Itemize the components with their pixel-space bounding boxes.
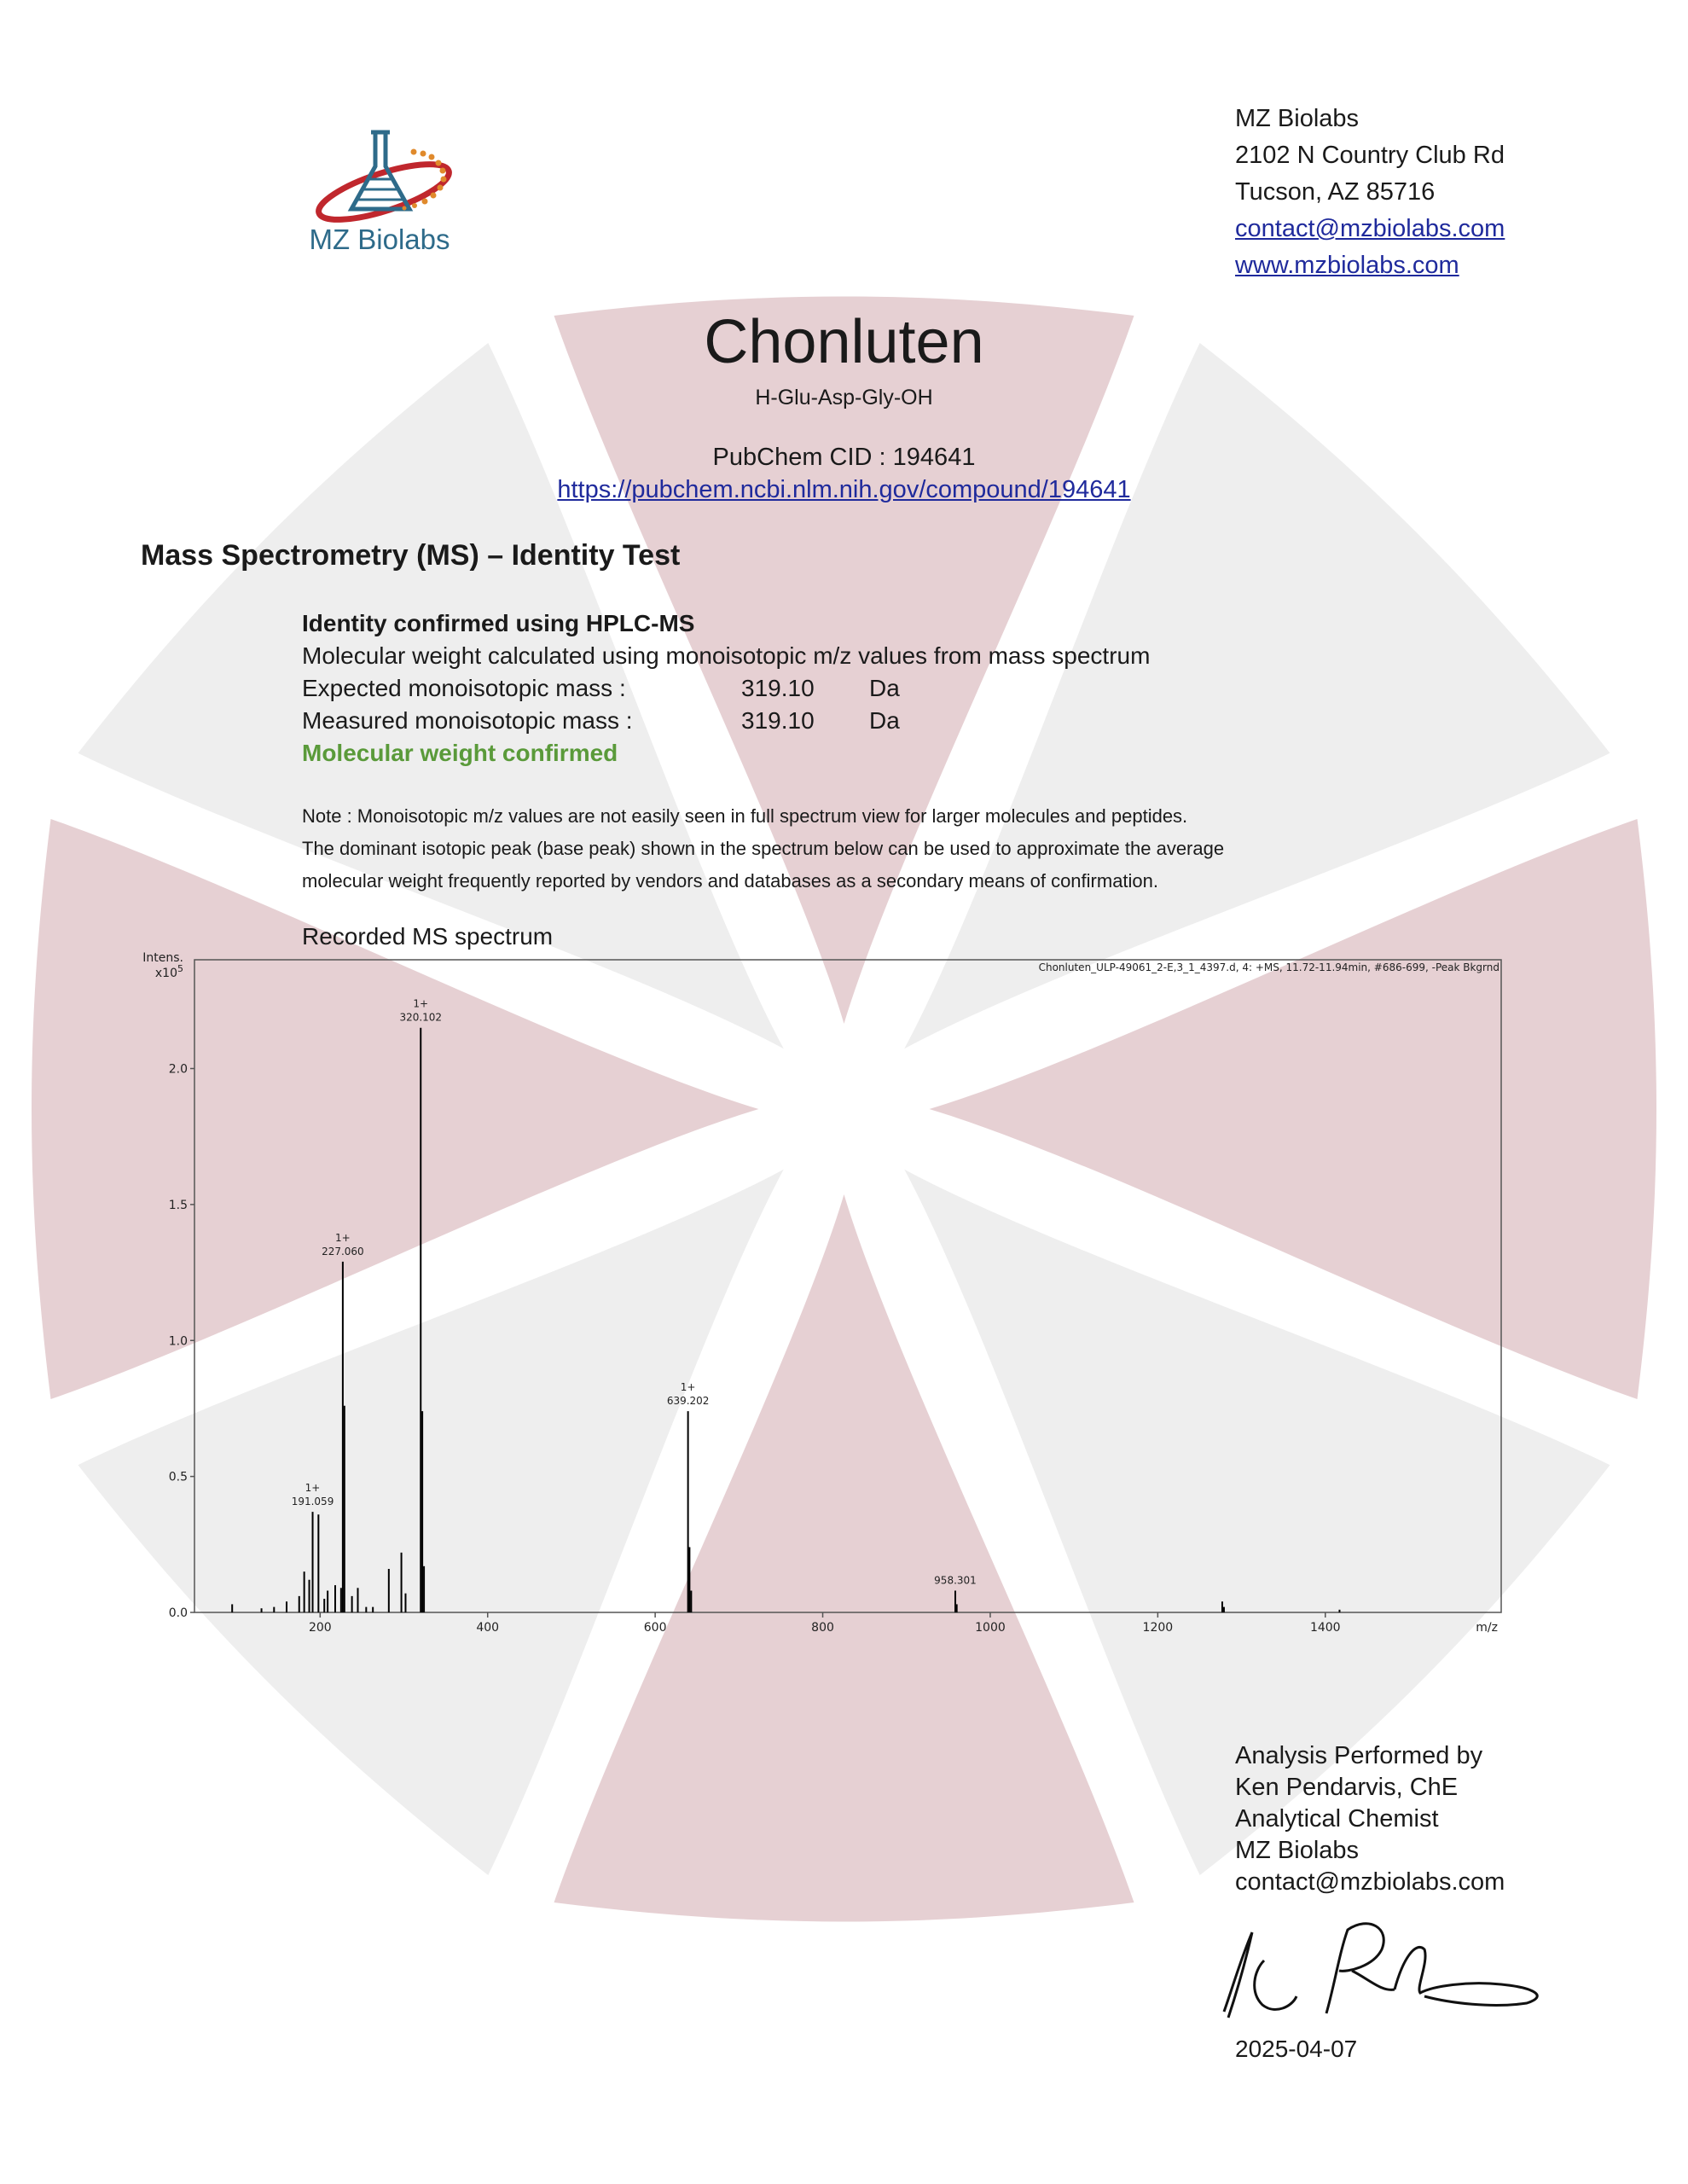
measured-mass-row bbox=[302, 705, 1150, 737]
identity-heading: Identity confirmed using HPLC-MS bbox=[302, 610, 695, 636]
x-tick-label: 200 bbox=[308, 1621, 332, 1635]
compound-name: Chonluten bbox=[704, 308, 984, 376]
chart-labels bbox=[292, 998, 977, 1587]
result-confirmed: Molecular weight confirmed bbox=[302, 740, 618, 766]
ms-spectrum-chart bbox=[136, 947, 1518, 1655]
peak-mz-label: 639.202 bbox=[666, 1395, 710, 1408]
y-tick-label: 0.5 bbox=[168, 1470, 188, 1484]
x-tick-label: 600 bbox=[643, 1621, 667, 1635]
compound-sequence: H-Glu-Asp-Gly-OH bbox=[755, 386, 933, 410]
signature bbox=[1211, 1911, 1552, 2030]
y-tick-label: 1.5 bbox=[168, 1198, 188, 1212]
x-tick-label: 1400 bbox=[1309, 1621, 1341, 1635]
peak-charge-label: 1+ bbox=[413, 997, 429, 1010]
measured-value: 319.10 bbox=[741, 707, 815, 734]
y-tick-label: 0.0 bbox=[168, 1606, 188, 1620]
spectrum-title: Recorded MS spectrum bbox=[302, 923, 554, 950]
measured-unit: Da bbox=[869, 707, 900, 734]
address-city: Tucson, AZ 85716 bbox=[1235, 178, 1436, 206]
method-text: Molecular weight calculated using monoisotopic m/z values from mass spectrum bbox=[302, 642, 1151, 669]
analyst-email: contact@mzbiolabs.com bbox=[1235, 1868, 1505, 1896]
peak-mz-label: 227.060 bbox=[322, 1245, 364, 1258]
y-axis-label: Intens. bbox=[142, 951, 183, 965]
signature-date: 2025-04-07 bbox=[1235, 2036, 1358, 2062]
y-tick-label: 2.0 bbox=[168, 1062, 188, 1077]
note-block bbox=[302, 800, 1224, 897]
peak-charge-label: 1+ bbox=[680, 1381, 696, 1394]
note-line: Note : Monoisotopic m/z values are not easily seen in full spectrum view for larger molecules and peptides. bbox=[302, 805, 1188, 827]
expected-unit: Da bbox=[869, 675, 900, 701]
expected-mass-row bbox=[302, 672, 1150, 705]
x-tick-label: 1200 bbox=[1142, 1621, 1174, 1635]
peak-mz-label: 958.301 bbox=[934, 1574, 977, 1587]
peak-mz-label: 191.059 bbox=[291, 1496, 334, 1508]
peak-charge-label: 1+ bbox=[305, 1482, 321, 1495]
analysis-block bbox=[1235, 1740, 1505, 1898]
email-link[interactable]: contact@mzbiolabs.com bbox=[1235, 215, 1505, 242]
pubchem-cid: PubChem CID : 194641 bbox=[712, 444, 976, 471]
logo-name: MZ Biolabs bbox=[309, 224, 450, 255]
peak-charge-label: 1+ bbox=[335, 1231, 351, 1244]
y-axis-scale: $x10^5$ bbox=[154, 963, 183, 980]
pubchem-link[interactable]: https://pubchem.ncbi.nlm.nih.gov/compound/194641 bbox=[557, 476, 1131, 503]
chart-header: Chonluten_ULP-49061_2-E,3_1_4397.d, 4: +MS, 11.72-11.94min, #686-699, -Peak Bkgrnd bbox=[1038, 961, 1499, 973]
x-axis-label: m/z bbox=[1476, 1621, 1498, 1635]
section-title: Mass Spectrometry (MS) – Identity Test bbox=[141, 539, 681, 572]
peak-mz-label: 320.102 bbox=[399, 1011, 443, 1024]
y-tick-label: 1.0 bbox=[168, 1334, 188, 1349]
chart-peaks bbox=[232, 1028, 1339, 1612]
website-link[interactable]: www.mzbiolabs.com bbox=[1235, 252, 1459, 279]
company-address bbox=[1235, 101, 1505, 284]
analyst-company: MZ Biolabs bbox=[1235, 1837, 1360, 1864]
note-line: molecular weight frequently reported by vendors and databases as a secondary means of confirmation. bbox=[302, 870, 1159, 892]
x-tick-label: 400 bbox=[476, 1621, 500, 1635]
address-company: MZ Biolabs bbox=[1235, 105, 1360, 132]
measured-label: Measured monoisotopic mass : bbox=[302, 707, 633, 734]
plot-frame bbox=[194, 960, 1501, 1612]
address-street: 2102 N Country Club Rd bbox=[1235, 142, 1505, 169]
x-tick-label: 1000 bbox=[975, 1621, 1006, 1635]
note-line: The dominant isotopic peak (base peak) shown in the spectrum below can be used to approximate the average bbox=[302, 838, 1225, 859]
identity-block bbox=[302, 607, 1150, 770]
expected-value: 319.10 bbox=[741, 675, 815, 701]
chart-axes bbox=[142, 951, 1501, 1635]
expected-label: Expected monoisotopic mass : bbox=[302, 675, 626, 701]
analyst-title: Analytical Chemist bbox=[1235, 1805, 1439, 1833]
analyst-name: Ken Pendarvis, ChE bbox=[1235, 1774, 1459, 1801]
x-tick-label: 800 bbox=[811, 1621, 834, 1635]
analysis-heading: Analysis Performed by bbox=[1235, 1742, 1483, 1769]
